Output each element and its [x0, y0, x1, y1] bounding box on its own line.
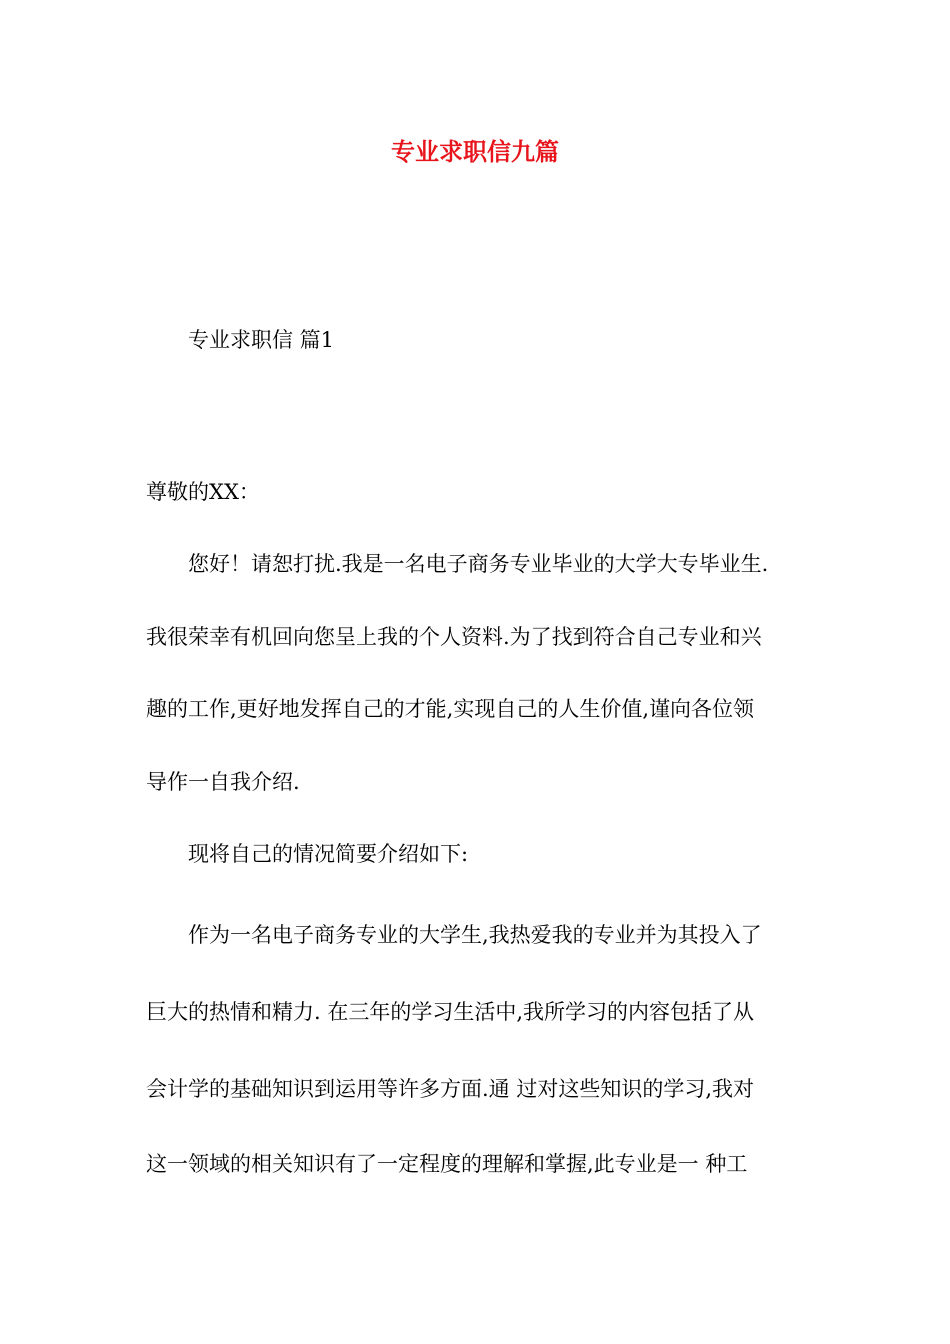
- paragraph-line: 巨大的热情和精力. 在三年的学习生活中,我所学习的内容包括了从: [146, 1000, 755, 1024]
- paragraph-line: 导作一自我介绍.: [146, 770, 300, 794]
- paragraph-line: 这一领域的相关知识有了一定程度的理解和掌握,此专业是一 种工: [146, 1152, 748, 1176]
- paragraph-line: 趣的工作,更好地发挥自己的才能,实现自己的人生价值,谨向各位领: [146, 697, 755, 721]
- paragraph-line: 我很荣幸有机回向您呈上我的个人资料.为了找到符合自己专业和兴: [146, 625, 762, 649]
- document-title: 专业求职信九篇: [391, 138, 559, 166]
- section-heading: 专业求职信 篇1: [188, 328, 335, 352]
- salutation: 尊敬的XX：: [146, 480, 260, 504]
- paragraph-line: 您好！请恕打扰.我是一名电子商务专业毕业的大学大专毕业生.: [188, 552, 769, 576]
- paragraph-line: 会计学的基础知识到运用等许多方面.通 过对这些知识的学习,我对: [146, 1077, 755, 1101]
- paragraph-line: 现将自己的情况简要介绍如下:: [188, 842, 469, 866]
- paragraph-line: 作为一名电子商务专业的大学生,我热爱我的专业并为其投入了: [188, 923, 762, 947]
